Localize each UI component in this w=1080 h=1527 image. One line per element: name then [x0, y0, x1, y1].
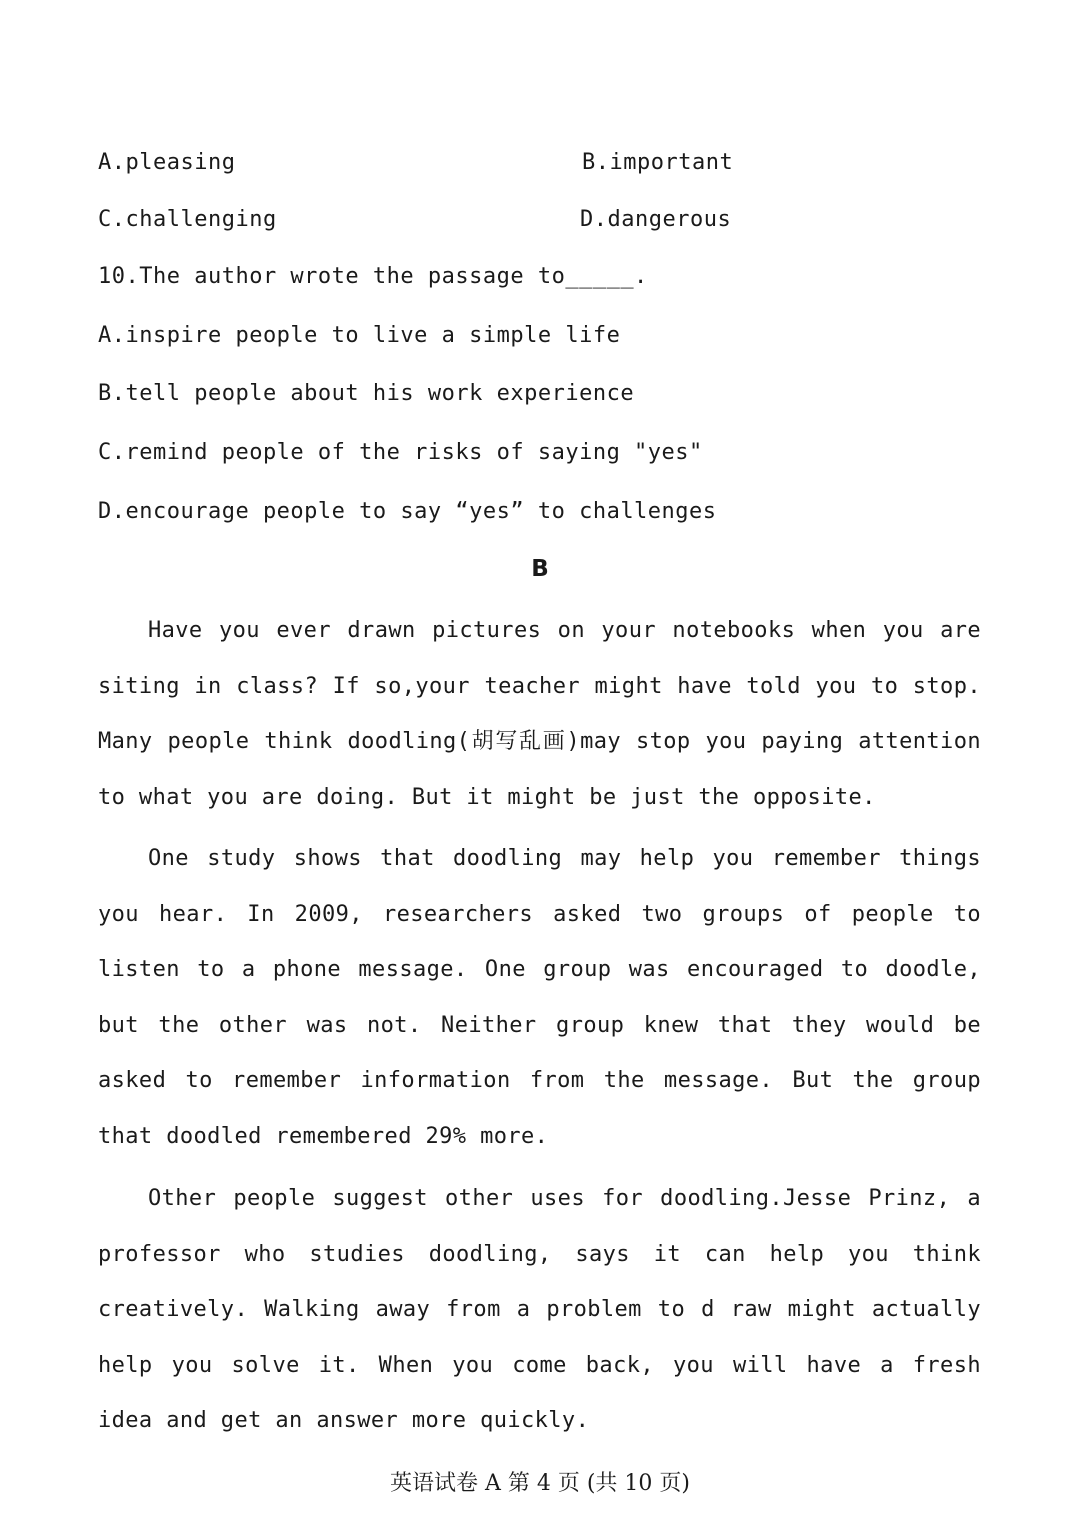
- q10-option-d: D.encourage people to say “yes” to challenges: [98, 499, 717, 524]
- paragraph-text: Other people suggest other uses for doodling.Jesse Prinz, a professor who studies doodling, says it can help you think creatively. Walking away from a problem to d raw might actually help you solve it. When you come back, you will have a fresh idea and get an answer more quickly.: [98, 1186, 981, 1434]
- q9-option-b: B.important: [582, 150, 734, 175]
- section-title: B: [531, 556, 549, 582]
- q10-option-b: B.tell people about his work experience: [98, 381, 635, 406]
- q10-option-c: C.remind people of the risks of saying "yes": [98, 440, 703, 465]
- passage-paragraph: [98, 831, 981, 1165]
- q9-option-c: C.challenging: [98, 207, 277, 232]
- q9-option-a: A.pleasing: [98, 150, 236, 175]
- paragraph-text: Have you ever drawn pictures on your notebooks when you are siting in class? If so,your teacher might have told you to stop. Many people think doodling(胡写乱画)may stop you paying attention to what you are doing. But it might be just the opposite.: [98, 618, 981, 810]
- q10-stem: 10.The author wrote the passage to_____.: [98, 264, 648, 289]
- q9-option-d: D.dangerous: [580, 207, 732, 232]
- q10-option-a: A.inspire people to live a simple life: [98, 323, 621, 348]
- passage-paragraph: [98, 1171, 981, 1449]
- paragraph-text: One study shows that doodling may help you remember things you hear. In 2009, researchers asked two groups of people to listen to a phone message. One group was encouraged to doodle, but the other was not. Neither group knew that they would be asked to remember information from the message. But the group that doodled remembered 29% more.: [98, 846, 981, 1149]
- passage-paragraph: [98, 603, 981, 825]
- page-footer: 英语试卷 A 第 4 页 (共 10 页): [390, 1471, 690, 1496]
